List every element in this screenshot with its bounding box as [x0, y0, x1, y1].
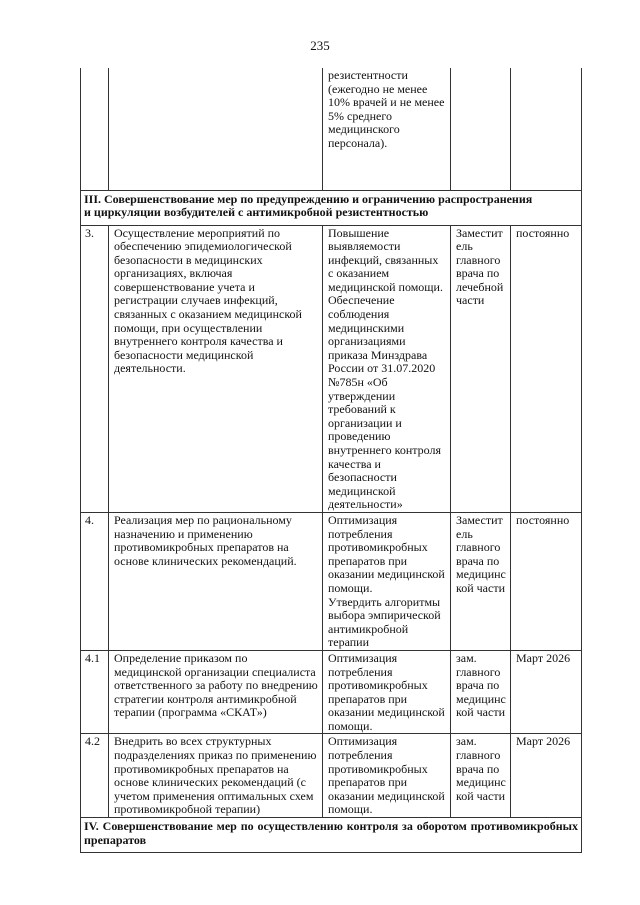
cell-deadline — [511, 68, 582, 190]
section-header-row — [81, 190, 582, 225]
cell-deadline: постоянно — [511, 512, 582, 650]
cell-deadline: Март 2026 — [511, 650, 582, 734]
cell-responsible: зам. главного врача по медицинс кой части — [451, 650, 511, 734]
page-number: 235 — [310, 38, 330, 53]
table-row — [81, 650, 582, 734]
cell-result: Оптимизация потребления противомикробных препаратов при оказании медицинской помощи. Утвердить алгоритмы выбора эмпирической антимикробной терапии — [323, 512, 451, 650]
section-4-title: IV. Совершенствование мер по осуществлению контроля за оборотом противомикробных препаратов — [81, 818, 582, 853]
cell-result: резистентности (ежегодно не менее 10% врачей и не менее 5% среднего медицинского персонала). — [323, 68, 451, 190]
cell-deadline: Март 2026 — [511, 734, 582, 818]
cell-action: Реализация мер по рациональному назначению и применению противомикробных препаратов на основе клинических рекомендаций. — [109, 512, 323, 650]
table-row — [81, 225, 582, 512]
table-row — [81, 734, 582, 818]
cell-action: Определение приказом по медицинской организации специалиста ответственного за работу по внедрению стратегии контроля антимикробной терапии (программа «СКАТ») — [109, 650, 323, 734]
cell-num: 3. — [81, 225, 109, 512]
cell-deadline: постоянно — [511, 225, 582, 512]
cell-responsible — [451, 68, 511, 190]
section-3-title: III. Совершенствование мер по предупреждению и ограничению распространения и циркуляции возбудителей с антимикробной резистентностью — [81, 190, 582, 225]
cell-num: 4.2 — [81, 734, 109, 818]
cell-action — [109, 68, 323, 190]
cell-num: 4. — [81, 512, 109, 650]
cell-responsible: Заместит ель главного врача по медицинс кой части — [451, 512, 511, 650]
cell-result: Оптимизация потребления противомикробных препаратов при оказании медицинской помощи. — [323, 650, 451, 734]
section-header-row — [81, 818, 582, 853]
cell-num: 4.1 — [81, 650, 109, 734]
cell-responsible: зам. главного врача по медицинс кой части — [451, 734, 511, 818]
table-row — [81, 512, 582, 650]
cell-responsible: Заместит ель главного врача по лечебной части — [451, 225, 511, 512]
action-plan-table — [80, 68, 582, 853]
cell-num — [81, 68, 109, 190]
cell-action: Осуществление мероприятий по обеспечению эпидемиологической безопасности в медицинских организациях, включая совершенствование учета и регистрации случаев инфекций, связанных с оказанием медицинской помощи, при осуществлении внутреннего контроля качества и безопасности медицинской деятельности. — [109, 225, 323, 512]
cell-result: Оптимизация потребления противомикробных препаратов при оказании медицинской помощи. — [323, 734, 451, 818]
cell-action: Внедрить во всех структурных подразделениях приказ по применению противомикробных препаратов на основе клинических рекомендаций (с учетом применения оптимальных схем противомикробной терапии) — [109, 734, 323, 818]
table-row — [81, 68, 582, 190]
cell-result: Повышение выявляемости инфекций, связанных с оказанием медицинской помощи. Обеспечение соблюдения медицинскими организациями приказа Минздрава России от 31.07.2020 №785н «Об утверждении требований к организации и проведению внутреннего контроля качества и безопасности медицинской деятельности» — [323, 225, 451, 512]
